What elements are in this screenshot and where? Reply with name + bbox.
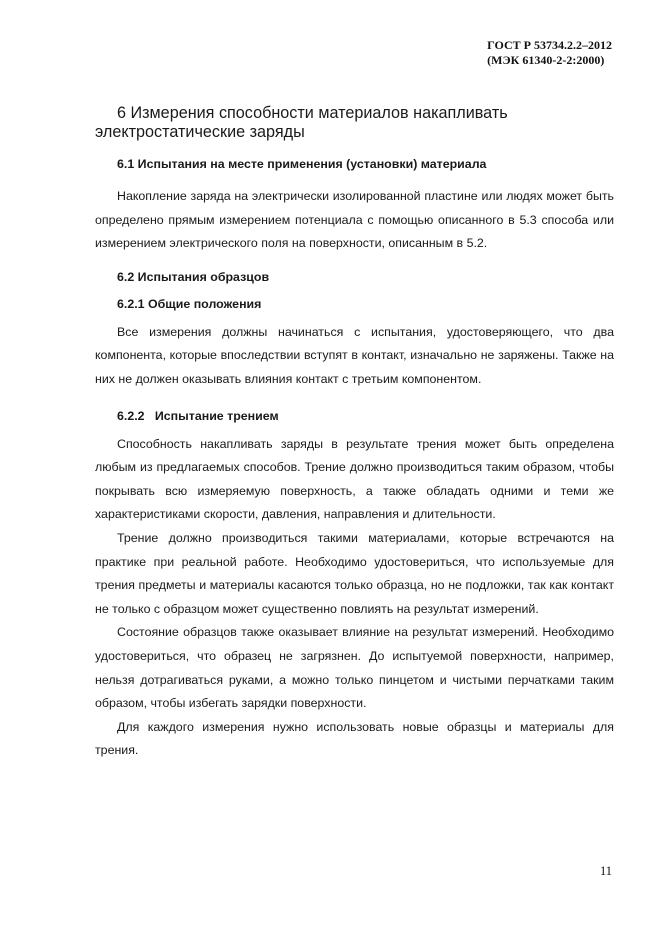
page-number: 11 — [599, 864, 612, 878]
section-6-2-2-paragraph-3: Состояние образцов также оказывает влияние на результат измерений. Необходимо удостовериться, что образец не загрязнен. До испытуемой поверхности, например, нельзя дотрагиваться руками, а можно только пинцетом и чистыми перчатками таким образом, чтобы избегать зарядки поверхности. — [95, 625, 614, 711]
section-6-1-heading: 6.1 Испытания на месте применения (установки) материала — [117, 157, 487, 171]
section-6-2-2-paragraph-4: Для каждого измерения нужно использовать новые образцы и материалы для трения. — [95, 719, 614, 758]
section-6-2-1-heading: 6.2.1 Общие положения — [117, 296, 262, 311]
section-6-2-2-paragraph-2: Трение должно производиться такими материалами, которые встречаются на практике при реальной работе. Необходимо удостовериться, что используемые для трения предметы и материалы касаются только образца, но не подложки, так как контакт не только с образцом может существенно повлиять на результат измерений. — [95, 530, 614, 616]
section-6-title-line2: электростатические заряды — [95, 123, 305, 141]
section-6-2-2-paragraph-1: Способность накапливать заряды в результате трения может быть определена любым из предлагаемых способов. Трение должно производиться таким образом, чтобы покрывать всю измеряемую поверхность, а также обладать одними и теми же характеристиками скорости, давления, направления и длительности. — [95, 436, 614, 522]
section-6-title-line1: 6 Измерения способности материалов накапливать — [117, 104, 508, 122]
standard-header — [487, 38, 612, 68]
section-6-2-1-paragraph: Все измерения должны начинаться с испытания, удостоверяющего, что два компонента, которые впоследствии вступят в контакт, изначально не заряжены. Также на них не должен оказывать влияния контакт с третьим компонентом. — [95, 324, 614, 386]
document-body — [95, 104, 614, 763]
section-6-2-heading: 6.2 Испытания образцов — [117, 269, 270, 284]
standard-equivalent: (МЭК 61340-2-2:2000) — [487, 53, 605, 67]
section-6-1-paragraph: Накопление заряда на электрически изолированной пластине или людях может быть определено прямым измерением потенциала с помощью описанного в 5.3 способа или измерением электрического поля на поверхности, описанным в 5.2. — [95, 189, 614, 251]
standard-number: ГОСТ Р 53734.2.2–2012 — [487, 38, 612, 52]
section-6-title — [95, 104, 614, 142]
section-6-2-2-heading: 6.2.2 Испытание трением — [117, 408, 279, 423]
